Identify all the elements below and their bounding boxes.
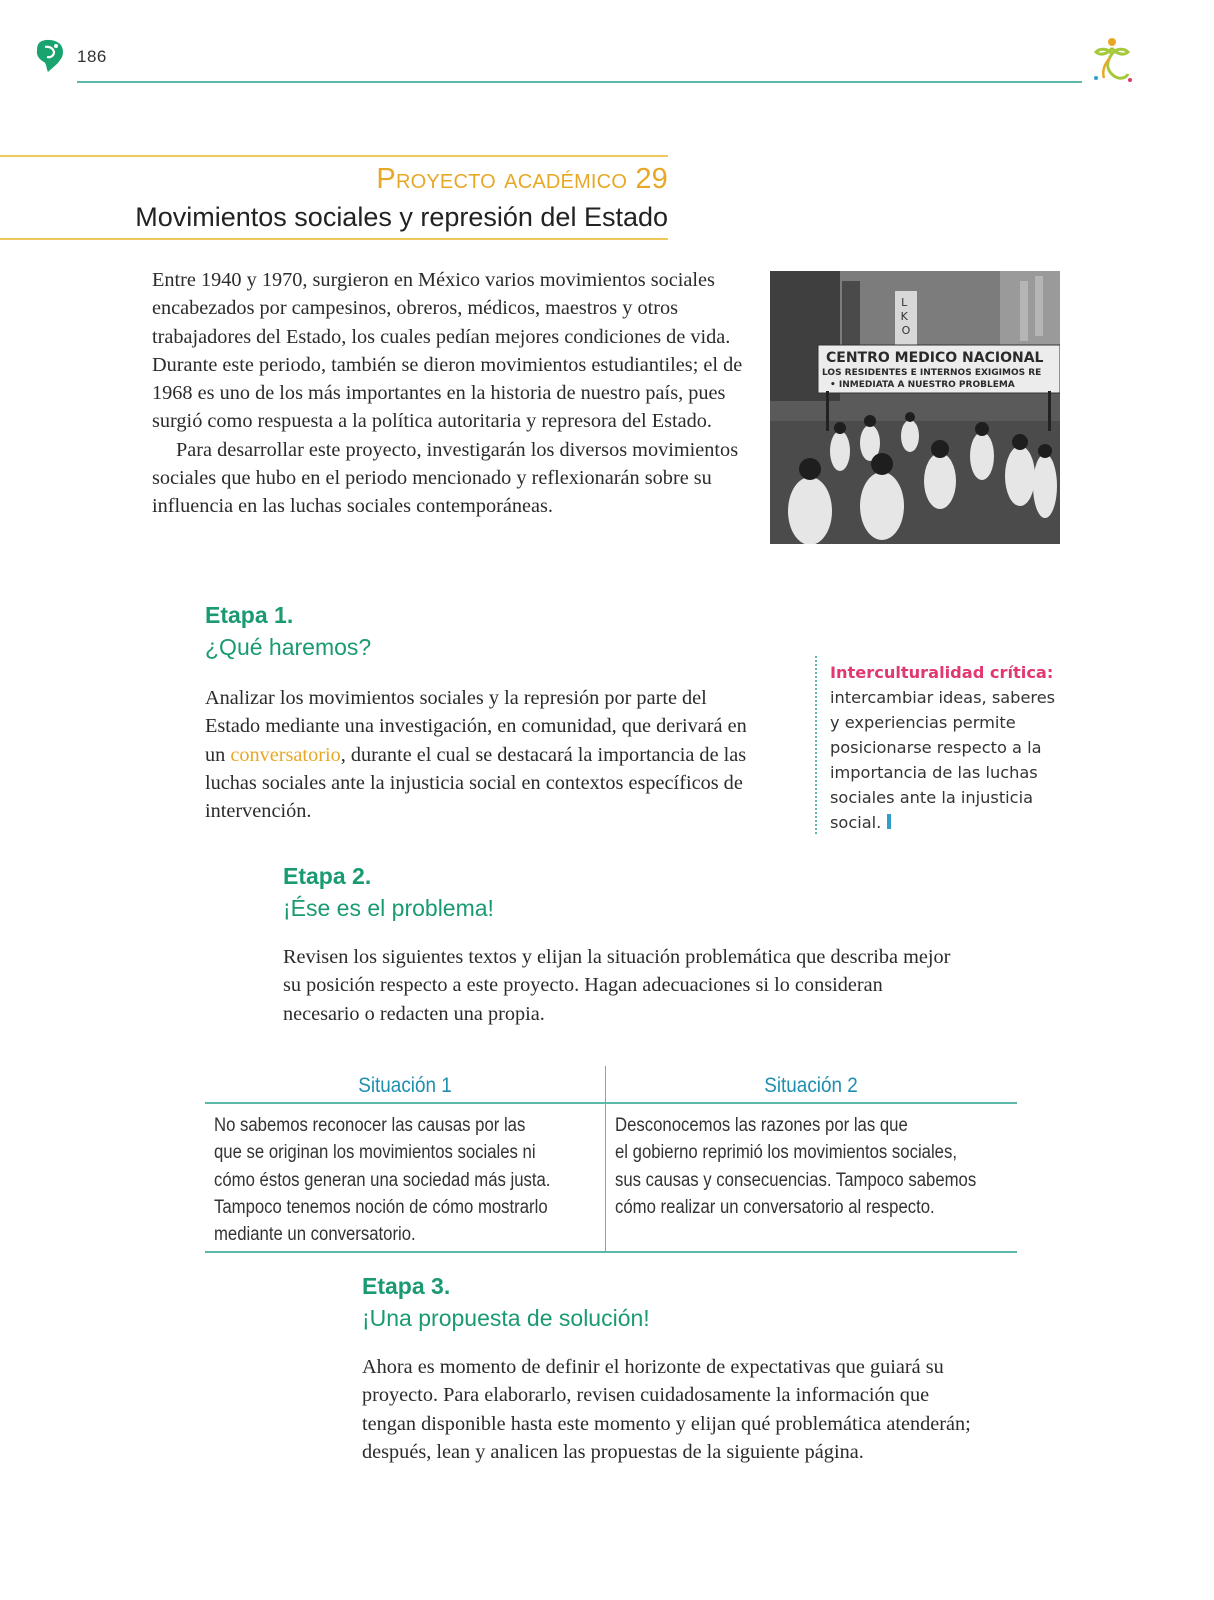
intro-paragraph-1: Entre 1940 y 1970, surgieron en México varios movimientos sociales encabezados por campesinos, obreros, médicos, maestros y otros trabajadores del Estado, los cuales pedían mejores condiciones de vida. Durante este periodo, también se dieron movimientos estudiantiles; el de 1968 es uno de los más importantes en la historia de nuestro país, pues surgió como respuesta a la política autoritaria y represora del Estado. (152, 269, 743, 433)
stage1-title: Etapa 1. (205, 602, 294, 628)
table-bottom-rule (205, 1251, 1017, 1253)
glossary-term-conversatorio: conversatorio (230, 743, 341, 766)
stage3-text: Ahora es momento de definir el horizonte de expectativas que guiará su proyecto. Para elaborarlo, revisen cuidadosamente la información que tengan disponible hasta este momento y elijan qué problemática atenderán; después, lean y analicen las propuestas de la siguiente página. (362, 1356, 971, 1463)
situation1-header: Situación 1 (358, 1074, 452, 1097)
side-note (815, 656, 1057, 834)
sign-letter: L (901, 296, 908, 309)
banner-line-2: LOS RESIDENTES E INTERNOS EXIGIMOS RE (822, 368, 1042, 378)
situation1-line: mediante un conversatorio. (214, 1224, 416, 1246)
stage3-title: Etapa 3. (362, 1273, 451, 1299)
sign-text (901, 296, 912, 337)
intro-paragraph-2: Para desarrollar este proyecto, investigarán los diversos movimientos sociales que hubo en el periodo mencionado y reflexionarán sobre su influencia en las luchas sociales contemporáneas. (152, 438, 739, 518)
protest-photo (770, 271, 1060, 544)
banner-line-3: • INMEDIATA A NUESTRO PROBLEMA (830, 380, 1015, 390)
situation2-line: el gobierno reprimió los movimientos sociales, (615, 1142, 957, 1164)
situation2-line: Desconocemos las razones por las que (615, 1115, 908, 1136)
side-note-body: intercambiar ideas, saberes y experiencias permite posicionarse respecto a la importancia de las luchas sociales ante la injusticia social. (830, 688, 1056, 832)
title-bottom-rule (0, 238, 668, 240)
stage1-text-before: Analizar los movimientos sociales y la represión por parte del Estado mediante una investigación, en comunidad, que derivará en un (205, 687, 747, 766)
stage1-text-after: , durante el cual se destacará la importancia de las luchas sociales ante la injusticia social en contextos específicos de intervención. (205, 743, 747, 823)
end-mark-icon (887, 814, 891, 829)
title-top-rule (0, 155, 668, 157)
project-label: Proyecto académico 29 (376, 163, 668, 195)
stage2-text: Revisen los siguientes textos y elijan la situación problemática que describa mejor su posición respecto a este proyecto. Hagan adecuaciones si lo consideran necesario o redacten una propia. (283, 946, 951, 1025)
situation1-line: No sabemos reconocer las causas por las (214, 1115, 526, 1136)
situation2-line: cómo realizar un conversatorio al respecto. (615, 1196, 935, 1218)
table-column-divider (605, 1066, 606, 1253)
book-series-logo-icon (34, 38, 66, 74)
stage2-subtitle: ¡Ése es el problema! (283, 895, 494, 921)
situation1-line: que se originan los movimientos sociales ni (214, 1142, 536, 1164)
stage3-subtitle: ¡Una propuesta de solución! (362, 1305, 650, 1331)
person-flower-logo-icon (1086, 34, 1138, 86)
side-note-title: Interculturalidad crítica: (830, 663, 1054, 682)
situation2-cell (615, 1112, 977, 1221)
sign-letter: K (900, 310, 908, 323)
stage1-text (205, 684, 753, 825)
situation2-line: sus causas y consecuencias. Tampoco sabemos (615, 1169, 977, 1191)
situation1-cell (214, 1112, 566, 1248)
situation1-line: Tampoco tenemos noción de cómo mostrarlo (214, 1196, 548, 1218)
sign-letter: O (901, 324, 911, 337)
page-number: 186 (77, 47, 107, 66)
situations-table (205, 1066, 1017, 1253)
stage2-title: Etapa 2. (283, 863, 372, 889)
banner-line-1: CENTRO MEDICO NACIONAL (826, 350, 1044, 366)
header-rule (77, 81, 1082, 83)
table-header-rule (205, 1102, 1017, 1104)
intro-text (152, 266, 744, 521)
stage1-subtitle: ¿Qué haremos? (205, 634, 372, 660)
side-note-text (830, 660, 1058, 835)
situation1-line: cómo éstos generan una sociedad más justa. (214, 1169, 551, 1191)
project-title: Movimientos sociales y represión del Estado (135, 202, 668, 232)
situation2-header: Situación 2 (764, 1074, 858, 1097)
